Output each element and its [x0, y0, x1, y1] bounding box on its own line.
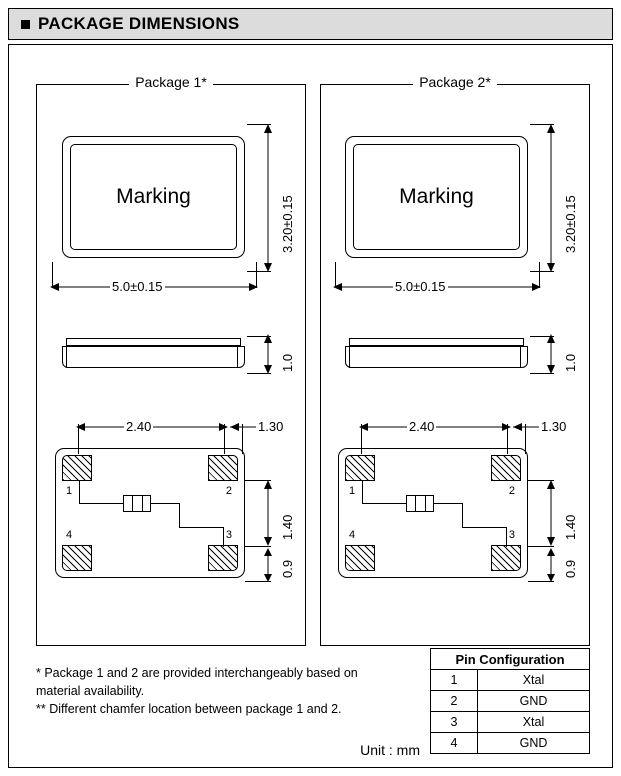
package-1-trace-1-h: [79, 503, 123, 504]
package-1-pad-width-text: 1.30: [258, 419, 284, 434]
pin-function-cell: GND: [478, 733, 590, 754]
package-2-pad-spacing-text: 2.40: [409, 419, 435, 434]
package-2-label-text: Package 2*: [413, 74, 497, 90]
pin-table-title: Pin Configuration: [431, 649, 590, 670]
pin-number-cell: 2: [431, 691, 478, 712]
pin-function-cell: GND: [478, 691, 590, 712]
package-2-pad-spacing-ext-left: [361, 424, 362, 454]
package-1-side-view-lid: [66, 338, 241, 346]
package-1-trace-1-v: [79, 481, 80, 503]
package-1-top-view: [62, 136, 245, 258]
package-1-label: [36, 74, 306, 90]
filled-square-icon: [21, 20, 30, 29]
package-1-height-dimension: [258, 124, 278, 272]
package-2-trace-3-h2: [462, 527, 506, 528]
package-1-pad-3: [208, 545, 238, 571]
package-2-trace-1-v: [362, 481, 363, 503]
package-2-pad-1: [345, 455, 375, 481]
package-1-width-ext-left: [52, 262, 53, 288]
package-2-trace-3-v: [462, 503, 463, 527]
package-1-width-dimension-text: 5.0±0.15: [112, 279, 163, 294]
package-2-width-ext-right: [539, 262, 540, 288]
package-2-height-ext-top: [530, 124, 554, 125]
package-2-side-view-left-edge: [349, 346, 350, 368]
package-2-pad-2: [491, 455, 521, 481]
package-1-height-ext-top: [247, 124, 271, 125]
package-2-side-view-right-edge: [520, 346, 521, 368]
package-1-trace-3-v: [179, 503, 180, 527]
package-2-xtal-plate-right: [425, 495, 426, 512]
package-1-side-height-dimension: [258, 334, 278, 374]
package-1-pad-spacing-ext-left: [78, 424, 79, 454]
package-2-side-ext-bottom: [530, 373, 554, 374]
package-1-pad-2: [208, 455, 238, 481]
pin-function-cell: Xtal: [478, 712, 590, 733]
package-1-pin-number-1: 1: [66, 485, 73, 497]
package-2-label: [320, 74, 590, 90]
package-1-pad-height-ext-bottom: [245, 581, 271, 582]
package-1-trace-3-h1: [151, 503, 179, 504]
package-2-height-dimension-text: 3.20±0.15: [563, 195, 578, 253]
package-1-pad-height-text: 0.9: [280, 559, 295, 578]
package-2-pin-number-1: 1: [349, 485, 356, 497]
unit-note: Unit : mm: [360, 742, 420, 758]
package-2-marking-text: Marking: [399, 185, 474, 208]
package-1-side-ext-bottom: [247, 373, 271, 374]
package-2-width-dimension-text: 5.0±0.15: [395, 279, 446, 294]
package-2-pad-width-ext: [525, 424, 526, 454]
package-1-xtal-plate-right: [142, 495, 143, 512]
package-1-marking-text: Marking: [116, 185, 191, 208]
package-2-pad-height-text: 0.9: [563, 559, 578, 578]
package-1-side-height-text: 1.0: [280, 353, 295, 372]
package-1-pad-width-dimension: [230, 420, 258, 434]
package-1-label-text: Package 1*: [129, 74, 213, 90]
package-2-width-ext-left: [335, 262, 336, 288]
package-1-xtal-symbol-body: [123, 495, 151, 512]
package-2-xtal-symbol-body: [406, 495, 434, 512]
package-1-trace-3-h2: [179, 527, 223, 528]
package-2-side-height-text: 1.0: [563, 353, 578, 372]
package-1-pad-width-ext: [242, 424, 243, 454]
package-2-pad-height-dimension: [541, 548, 561, 582]
pin-number-cell: 3: [431, 712, 478, 733]
package-2-side-view-lid: [349, 338, 524, 346]
package-1-side-view-left-edge: [66, 346, 67, 368]
package-2-inner-height-text: 1.40: [563, 514, 578, 540]
package-1-pin-number-3: 3: [225, 529, 232, 541]
package-2-side-ext-top: [530, 336, 554, 337]
pin-number-cell: 1: [431, 670, 478, 691]
pin-number-cell: 4: [431, 733, 478, 754]
package-2-trace-3-h1: [434, 503, 462, 504]
package-2-pad-width-dimension: [513, 420, 541, 434]
package-2-pad-width-text: 1.30: [541, 419, 567, 434]
section-header: [8, 8, 613, 40]
package-1-xtal-plate-left: [132, 495, 133, 512]
package-2-inner-height-ext-bottom: [528, 546, 554, 547]
package-2-bottom-view: [338, 448, 528, 578]
package-1-inner-height-ext-top: [245, 480, 271, 481]
package-2-pad-height-ext-bottom: [528, 581, 554, 582]
package-2-trace-3-v2: [506, 527, 507, 547]
package-2-pin-number-3: 3: [508, 529, 515, 541]
package-2-inner-height-dimension: [541, 480, 561, 546]
package-2-side-height-dimension: [541, 334, 561, 374]
footnote-2: ** Different chamfer location between package 1 and 2.: [36, 702, 342, 717]
package-1-pin-number-4: 4: [66, 529, 73, 541]
footnotes: [36, 664, 386, 718]
package-1-bottom-view: [55, 448, 245, 578]
package-1-side-view-body: [62, 346, 245, 368]
pin-configuration-table: [430, 648, 590, 754]
pin-function-cell: Xtal: [478, 670, 590, 691]
package-2-pin-number-4: 4: [349, 529, 356, 541]
package-1-inner-height-ext-bottom: [245, 546, 271, 547]
package-1-pad-height-dimension: [258, 548, 278, 582]
package-1-pad-spacing-ext-right: [224, 424, 225, 454]
package-1-pad-4: [62, 545, 92, 571]
table-row: [431, 733, 590, 754]
package-2-pad-4: [345, 545, 375, 571]
package-2-pin-number-2: 2: [508, 485, 515, 497]
package-1-width-ext-right: [256, 262, 257, 288]
package-1-side-view-right-edge: [237, 346, 238, 368]
package-2-height-dimension: [541, 124, 561, 272]
package-2-top-view: [345, 136, 528, 258]
package-2-trace-1-h: [362, 503, 406, 504]
package-2-side-view-body: [345, 346, 528, 368]
package-1-pin-number-2: 2: [225, 485, 232, 497]
package-2-inner-height-ext-top: [528, 480, 554, 481]
package-1-pad-spacing-text: 2.40: [126, 419, 152, 434]
pin-table-header-row: [431, 649, 590, 670]
footnote-1: * Package 1 and 2 are provided interchangeably based on material availability.: [36, 666, 358, 699]
page-title: PACKAGE DIMENSIONS: [38, 14, 240, 33]
package-1-side-ext-top: [247, 336, 271, 337]
package-2-xtal-plate-left: [415, 495, 416, 512]
package-1-trace-3-v2: [223, 527, 224, 547]
package-1-height-dimension-text: 3.20±0.15: [280, 195, 295, 253]
table-row: [431, 712, 590, 733]
table-row: [431, 670, 590, 691]
package-1-pad-1: [62, 455, 92, 481]
package-1-inner-height-text: 1.40: [280, 514, 295, 540]
package-2-height-ext-bottom: [530, 271, 554, 272]
package-1-inner-height-dimension: [258, 480, 278, 546]
package-1-height-ext-bottom: [247, 271, 271, 272]
table-row: [431, 691, 590, 712]
package-2-pad-spacing-ext-right: [507, 424, 508, 454]
package-2-pad-3: [491, 545, 521, 571]
